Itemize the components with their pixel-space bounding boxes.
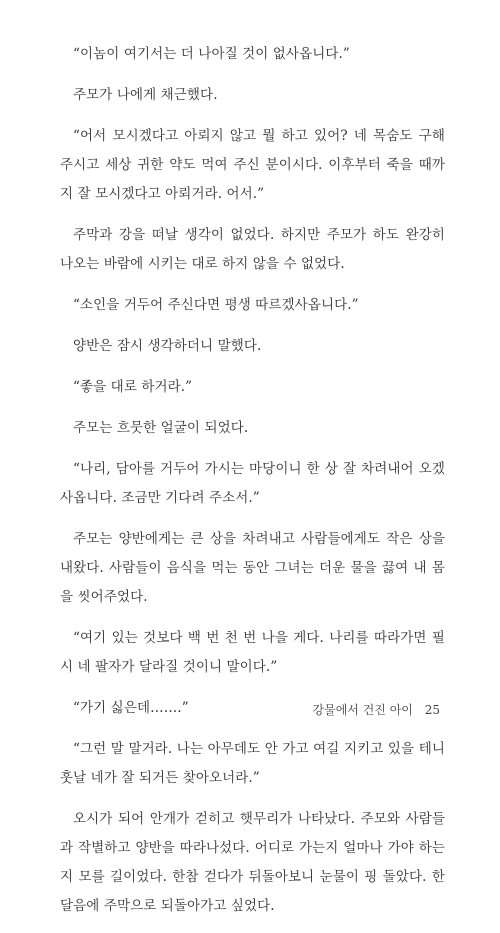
paragraph: 양반은 잠시 생각하더니 말했다. xyxy=(73,338,262,354)
paragraph: “좋을 대로 하거라.” xyxy=(73,379,193,395)
page-number: 25 xyxy=(424,703,440,717)
paragraph: “이놈이 여기서는 더 나아질 것이 없사옵니다.” xyxy=(73,46,350,62)
page-body xyxy=(60,40,445,933)
paragraph: “그런 말 말거라. 나는 아무데도 안 가고 여길 지키고 있을 테니 훗날 네가 잘 되거든 찾아오너라.” xyxy=(60,741,445,786)
paragraph: 주모는 흐뭇한 얼굴이 되었다. xyxy=(73,420,249,436)
paragraph: “여기 있는 것보다 백 번 천 번 나을 게다. 나리를 따라가면 필시 네 팔자가 달라질 것이니 말이다.” xyxy=(60,630,445,675)
paragraph: 주모는 양반에게는 큰 상을 차려내고 사람들에게도 작은 상을 내왔다. 사람들이 음식을 먹는 동안 그녀는 더운 물을 끓여 내 몸을 씻어주었다. xyxy=(60,531,445,605)
page-footer xyxy=(313,701,440,718)
paragraph: 오시가 되어 안개가 걷히고 햇무리가 나타났다. 주모와 사람들과 작별하고 양반을 따라나섰다. 어디로 가는지 얼마나 가야 하는지 모를 길이었다. 한참 걷다가 뒤돌아보니 눈물이 핑 돌았다. 한달음에 주막으로 되돌아가고 싶었다. xyxy=(60,811,445,914)
paragraph: “가기 싫은데…….” xyxy=(73,700,189,716)
paragraph: 주모가 나에게 채근했다. xyxy=(73,87,218,103)
paragraph: “소인을 거두어 주신다면 평생 따르겠사옵니다.” xyxy=(73,297,359,313)
paragraph: “나리, 담아를 거두어 가시는 마당이니 한 상 잘 차려내어 오겠사옵니다. 조금만 기다려 주소서.” xyxy=(60,461,445,506)
paragraph: “어서 모시겠다고 아뢰지 않고 뭘 하고 있어? 네 목숨도 구해 주시고 세상 귀한 약도 먹여 주신 분이시다. 이후부터 죽을 때까지 잘 모시겠다고 아뢰거라. 어서.” xyxy=(60,128,445,202)
paragraph: 주막과 강을 떠날 생각이 없었다. 하지만 주모가 하도 완강히 나오는 바람에 시키는 대로 하지 않을 수 없었다. xyxy=(60,227,445,272)
running-title: 강물에서 건진 아이 xyxy=(312,703,413,717)
